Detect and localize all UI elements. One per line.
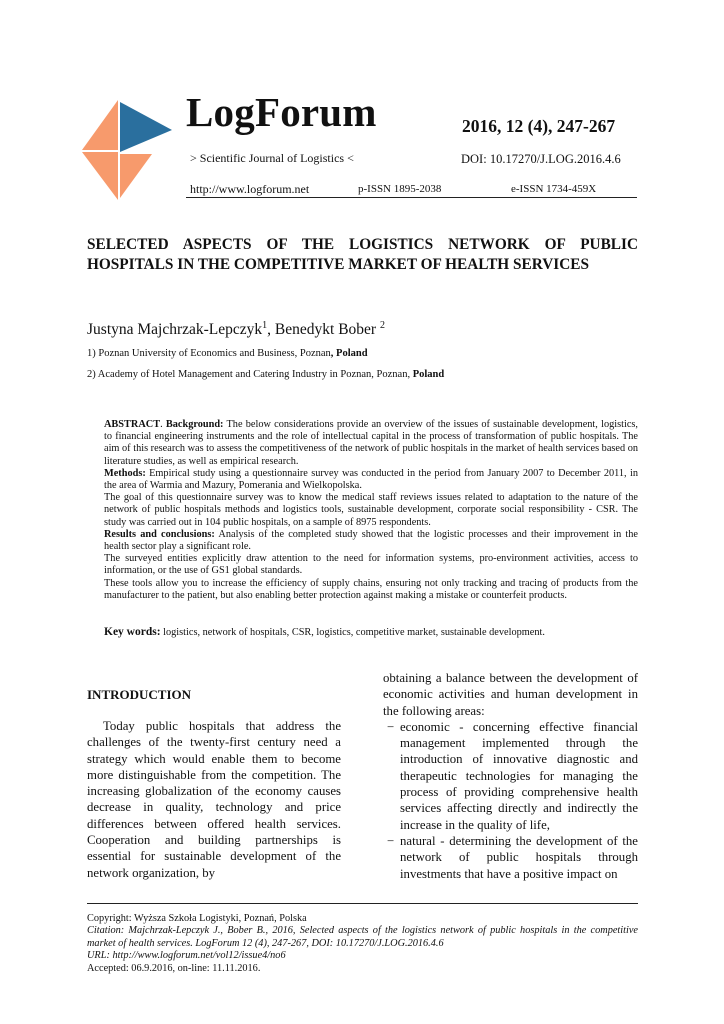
intro-continuation	[383, 670, 638, 882]
journal-name: LogForum	[186, 89, 377, 135]
affiliation: 1) Poznan University of Economics and Business, Poznan, Poland	[87, 348, 368, 359]
section-heading: INTRODUCTION	[87, 687, 192, 702]
p-issn: p-ISSN 1895-2038	[358, 183, 442, 195]
accepted-date: Accepted: 06.9.2016, on-line: 11.11.2016.	[87, 962, 261, 974]
keywords-label: Key words:	[104, 626, 161, 638]
logforum-logo-icon	[82, 100, 174, 200]
background-label: Background:	[165, 419, 224, 430]
volume-issue: 2016, 12 (4), 247-267	[462, 116, 616, 136]
author-affiliation-mark: 2	[379, 320, 385, 331]
intro-paragraph: obtaining a balance between the development of economic activities and human development in the following areas:	[383, 671, 638, 718]
bullet-list	[383, 719, 638, 882]
author-affiliation-mark: 1	[262, 320, 268, 331]
doi: DOI: 10.17270/J.LOG.2016.4.6	[461, 152, 621, 166]
e-issn: e-ISSN 1734-459X	[511, 183, 597, 195]
article-url[interactable]: URL: http://www.logforum.net/vol12/issue4/no6	[87, 950, 286, 962]
footer	[87, 913, 638, 975]
journal-website-link[interactable]: http://www.logforum.net	[190, 182, 310, 196]
results-label: Results and conclusions:	[104, 528, 215, 540]
abstract: ABSTRACT. Background: The below considerations provide an overview of the issues of sustainable development, logistics, to financial engineering instruments and the role of intellectual capital in the process of transformation of public hospitals. The aim of this research was to assess the competitiveness of the network of public hospitals in the market of health services based on literature studies, as well as empirical research. Methods: Empirical study using a questionnaire survey was conducted in the period from January 2007 to December 2011, in the area of Warmia and Mazury, Pomerania and Wielkopolska. The goal of this questionnaire survey was to know the medical staff reviews issues related to adaptation to the nature of the network of public hospitals methods and logistics tools, sustainable development, corporate social responsibility - CSR. The study was carried out in 104 public hospitals, on a sample of 8975 respondents. Results and conclusions: Analysis of the completed study showed that the logistic processes and their improvement in the health sector play a significant role. The surveyed entities explicitly draw attention to the need for information systems, pro-environment activities, access to information, or the use of GS1 global standards. These tools allow you to increase the efficiency of supply chains, ensuring not only tracking and tracing of products from the manufacturer to the patient, but also enabling better protection against making a mistake or counterfeit products.	[104, 419, 638, 601]
affiliation: 2) Academy of Hotel Management and Catering Industry in Poznan, Poznan, Poland	[87, 369, 445, 380]
intro-paragraph: Today public hospitals that address the challenges of the twenty-first century need a strategy which would enable them to become more distinguishable from the competition. The increasing globalization of the economy causes decrease in quality, technology and price differences between offered health services. Cooperation and building partnerships is essential for sustainable development of the network organization, by	[87, 719, 341, 880]
footer-divider	[87, 903, 638, 904]
author-name: Benedykt Bober	[274, 321, 377, 339]
author-separator: ,	[267, 321, 275, 339]
copyright: Copyright: Wyższa Szkoła Logistyki, Poznań, Polska	[87, 913, 307, 924]
journal-subtitle: > Scientific Journal of Logistics <	[190, 151, 354, 165]
citation: Citation: Majchrzak-Lepczyk J., Bober B., 2016, Selected aspects of the logistics network of public hospitals in the competitive market of health services. LogForum 12 (4), 247-267, DOI: 10.17270/J.LOG.2016.4.6	[87, 925, 638, 949]
author-name: Justyna Majchrzak-Lepczyk	[87, 321, 263, 339]
article-title: SELECTED ASPECTS OF THE LOGISTICS NETWORK OF PUBLIC HOSPITALS IN THE COMPETITIVE MARKET OF HEALTH SERVICES	[87, 236, 638, 273]
author-list	[87, 320, 385, 339]
abstract-label: ABSTRACT	[104, 419, 161, 430]
header-divider	[186, 197, 637, 198]
keywords: Key words: logistics, network of hospitals, CSR, logistics, competitive market, sustainable development.	[104, 626, 545, 638]
list-item: − economic - concerning effective financial management implemented through the introduction of innovative diagnostic and therapeutic technologies for managing the process of providing comprehensive health services affecting directly and indirectly the increase in the quality of life,	[387, 719, 638, 832]
list-item: − natural - determining the development of the network of public hospitals through investments that have a positive impact on	[387, 833, 638, 881]
methods-label: Methods:	[104, 467, 146, 479]
